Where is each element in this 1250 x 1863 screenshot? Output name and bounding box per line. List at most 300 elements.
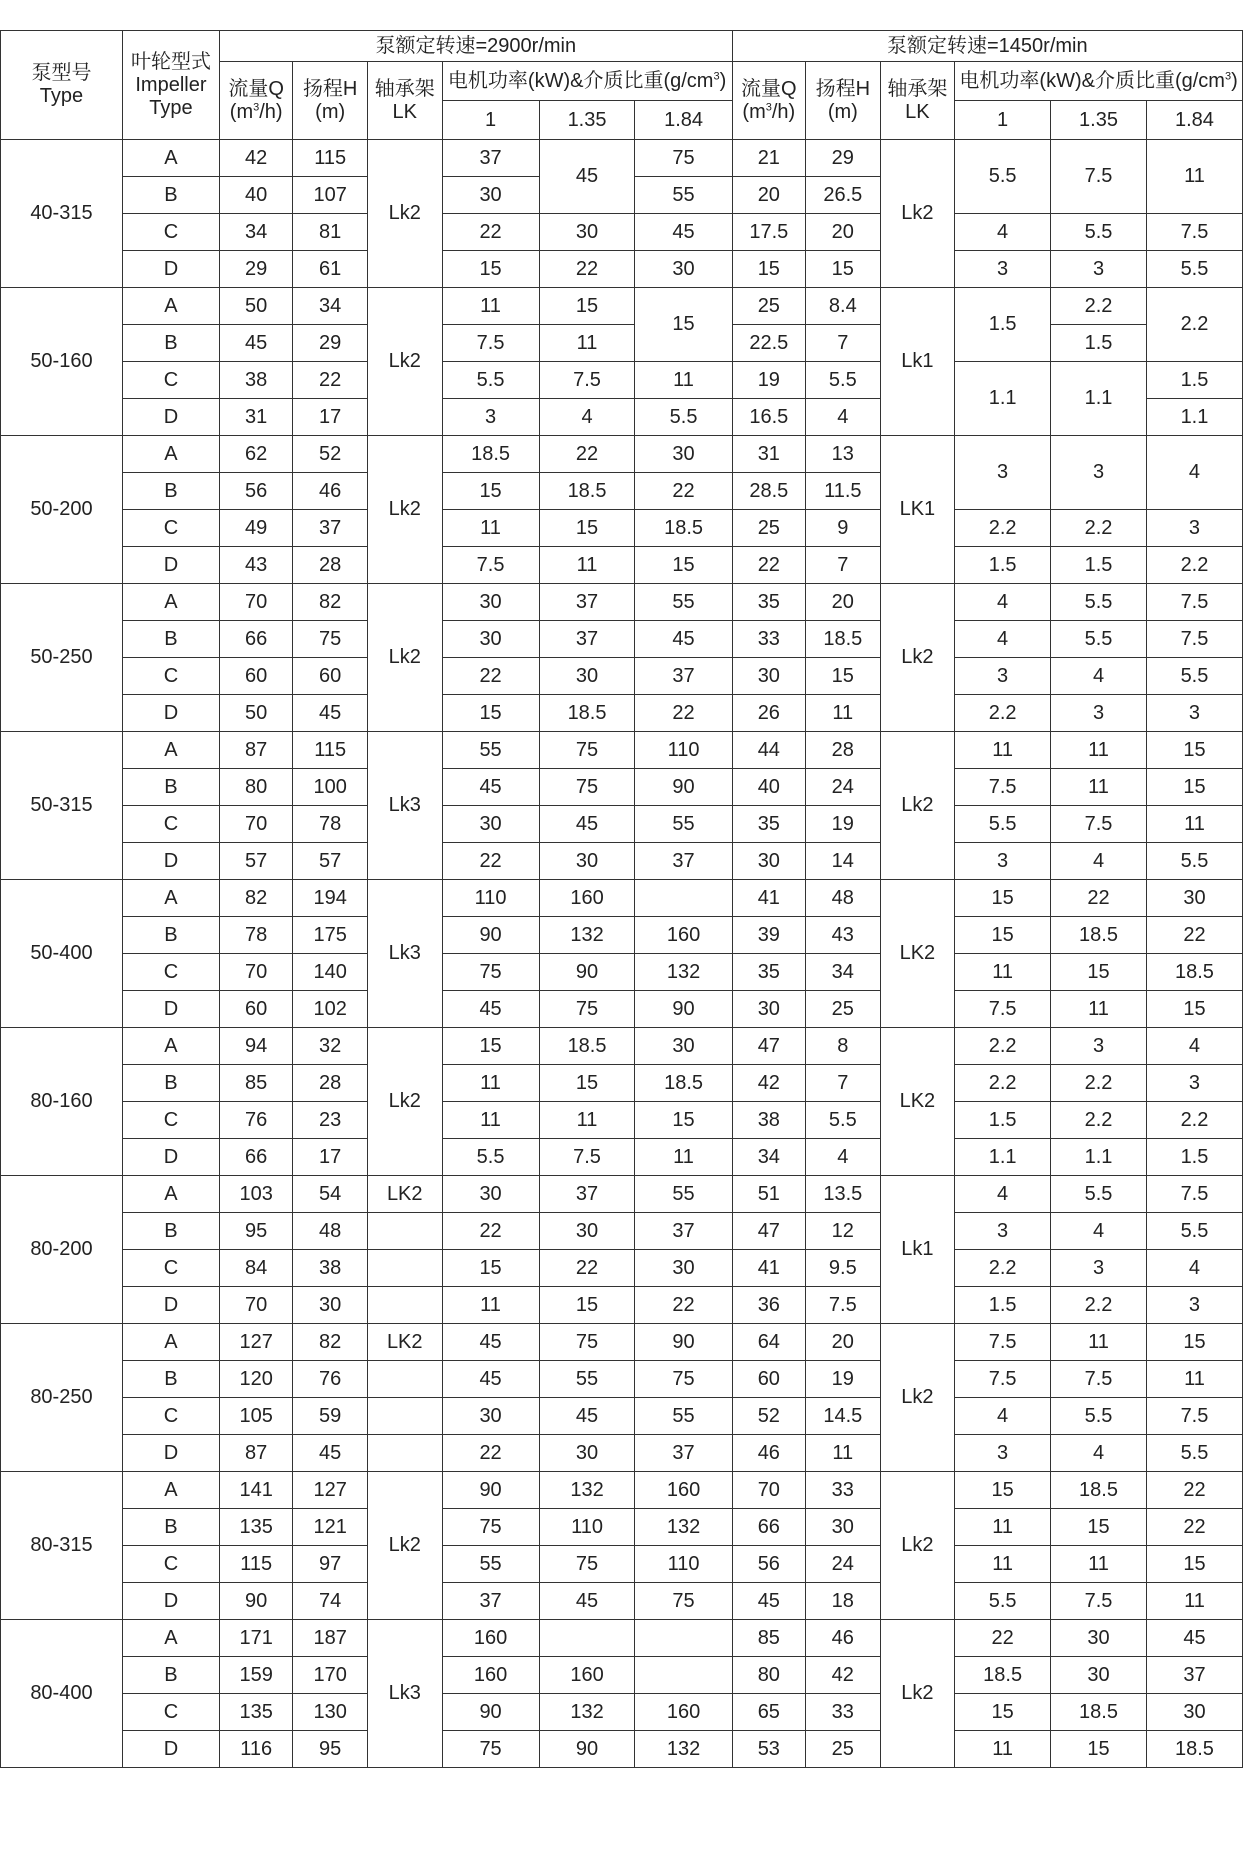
table-row (1, 1694, 1243, 1731)
power-cell: 7.5 (1051, 140, 1147, 214)
power-cell: 110 (635, 1546, 732, 1583)
power-cell: 30 (635, 1028, 732, 1065)
head-cell: 37 (293, 510, 368, 547)
head-cell: 46 (293, 473, 368, 510)
power-cell: 37 (539, 621, 635, 658)
power-cell: 7.5 (539, 362, 635, 399)
head-cell: 34 (293, 288, 368, 325)
flow-cell: 17.5 (732, 214, 805, 251)
power-cell: 7.5 (955, 1361, 1051, 1398)
bearing-cell: Lk2 (367, 1028, 442, 1176)
head-cell: 17 (293, 399, 368, 436)
power-cell: 11 (1146, 1583, 1242, 1620)
power-cell: 15 (442, 251, 539, 288)
power-cell: 15 (539, 1287, 635, 1324)
head-cell: 121 (293, 1509, 368, 1546)
power-cell: 7.5 (539, 1139, 635, 1176)
pump-spec-table (0, 30, 1243, 1768)
head-cell: 32 (293, 1028, 368, 1065)
flow-cell: 105 (219, 1398, 292, 1435)
power-cell: 37 (442, 140, 539, 177)
power-cell: 55 (442, 1546, 539, 1583)
power-cell: 2.2 (1051, 1287, 1147, 1324)
pump-type-cell: 80-315 (1, 1472, 123, 1620)
power-cell: 30 (635, 251, 732, 288)
flow-cell: 85 (219, 1065, 292, 1102)
flow-cell: 40 (732, 769, 805, 806)
table-row (1, 1287, 1243, 1324)
head-cell: 45 (293, 695, 368, 732)
power-cell: 30 (442, 621, 539, 658)
power-cell: 1.5 (1051, 325, 1147, 362)
impeller-cell: C (122, 362, 219, 399)
impeller-cell: C (122, 1102, 219, 1139)
flow-cell: 47 (732, 1213, 805, 1250)
table-row (1, 510, 1243, 547)
impeller-cell: C (122, 510, 219, 547)
flow-cell: 35 (732, 806, 805, 843)
power-cell: 18.5 (1146, 954, 1242, 991)
impeller-cell: D (122, 1583, 219, 1620)
flow-cell: 53 (732, 1731, 805, 1768)
power-cell: 3 (955, 436, 1051, 510)
head-cell: 25 (806, 1731, 881, 1768)
impeller-cell: D (122, 695, 219, 732)
power-cell: 55 (442, 732, 539, 769)
bearing-cell: Lk2 (880, 140, 955, 288)
power-cell: 132 (539, 917, 635, 954)
head-cell: 4 (806, 1139, 881, 1176)
head-cell: 115 (293, 140, 368, 177)
impeller-cell: D (122, 399, 219, 436)
power-cell: 11 (442, 510, 539, 547)
power-header-1450: 电机功率(kW)&介质比重$(g/cm^3)$ (955, 62, 1243, 101)
power-cell: 11 (1051, 1546, 1147, 1583)
power-cell: 55 (635, 177, 732, 214)
power-cell: 75 (442, 1509, 539, 1546)
impeller-cell: D (122, 1287, 219, 1324)
power-cell: 11 (1146, 1361, 1242, 1398)
power-cell: 160 (442, 1620, 539, 1657)
power-cell: 15 (1146, 769, 1242, 806)
bearing-cell: Lk2 (880, 732, 955, 880)
power-cell: 1.5 (955, 547, 1051, 584)
flow-cell: 82 (219, 880, 292, 917)
sg-184-header: 1.84 (635, 101, 732, 140)
flow-cell: 42 (732, 1065, 805, 1102)
flow-cell: 95 (219, 1213, 292, 1250)
bearing-cell: LK2 (880, 880, 955, 1028)
power-cell: 90 (442, 1472, 539, 1509)
head-header-1450: 扬程H (m) (806, 62, 881, 140)
flow-cell: 85 (732, 1620, 805, 1657)
flow-cell: 135 (219, 1694, 292, 1731)
power-cell: 2.2 (1146, 288, 1242, 362)
bearing-cell: Lk1 (880, 1176, 955, 1324)
head-cell: 8 (806, 1028, 881, 1065)
bearing-header-2900: 轴承架 LK (367, 62, 442, 140)
flow-cell: 60 (219, 658, 292, 695)
power-cell: 15 (955, 1472, 1051, 1509)
flow-cell: 38 (219, 362, 292, 399)
head-cell: 18 (806, 1583, 881, 1620)
power-cell: 5.5 (955, 140, 1051, 214)
power-cell: 55 (539, 1361, 635, 1398)
head-cell: 15 (806, 658, 881, 695)
power-cell: 2.2 (955, 1028, 1051, 1065)
power-cell: 11 (1146, 806, 1242, 843)
head-cell: 97 (293, 1546, 368, 1583)
power-cell: 55 (635, 584, 732, 621)
power-cell: 7.5 (442, 325, 539, 362)
bearing-cell: Lk2 (880, 1324, 955, 1472)
table-row (1, 1213, 1243, 1250)
power-cell: 45 (635, 214, 732, 251)
pump-type-cell: 50-250 (1, 584, 123, 732)
power-cell: 132 (539, 1472, 635, 1509)
table-row (1, 584, 1243, 621)
power-cell: 3 (1051, 436, 1147, 510)
head-cell: 20 (806, 214, 881, 251)
speed-2900-header: 泵额定转速=2900r/min (219, 31, 732, 62)
power-cell: 22 (1146, 917, 1242, 954)
power-cell: 15 (1146, 991, 1242, 1028)
power-cell: 45 (442, 1324, 539, 1361)
power-cell: 45 (442, 1361, 539, 1398)
power-cell: 30 (635, 1250, 732, 1287)
flow-cell: 56 (219, 473, 292, 510)
flow-cell: 41 (732, 1250, 805, 1287)
head-cell: 18.5 (806, 621, 881, 658)
power-cell: 55 (635, 806, 732, 843)
power-cell: 1.5 (1146, 1139, 1242, 1176)
impeller-cell: A (122, 436, 219, 473)
power-cell: 45 (635, 621, 732, 658)
power-cell: 1.5 (1051, 547, 1147, 584)
head-cell: 5.5 (806, 1102, 881, 1139)
table-row (1, 251, 1243, 288)
power-cell: 55 (635, 1398, 732, 1435)
head-cell: 13.5 (806, 1176, 881, 1213)
flow-cell: 159 (219, 1657, 292, 1694)
bearing-cell: Lk3 (367, 880, 442, 1028)
power-cell: 132 (539, 1694, 635, 1731)
power-cell: 15 (539, 510, 635, 547)
power-cell: 15 (1051, 1509, 1147, 1546)
power-cell: 11 (442, 1065, 539, 1102)
flow-cell: 30 (732, 843, 805, 880)
head-cell: 9 (806, 510, 881, 547)
table-row (1, 214, 1243, 251)
flow-cell: 50 (219, 695, 292, 732)
power-cell: 30 (539, 1435, 635, 1472)
flow-cell: 60 (732, 1361, 805, 1398)
power-cell: 22 (539, 1250, 635, 1287)
power-cell: 4 (539, 399, 635, 436)
power-cell: 1.1 (1051, 1139, 1147, 1176)
power-cell: 4 (1051, 1435, 1147, 1472)
table-row (1, 1176, 1243, 1213)
power-cell: 11 (442, 1287, 539, 1324)
table-row (1, 1472, 1243, 1509)
table-row (1, 806, 1243, 843)
power-cell: 3 (1051, 695, 1147, 732)
power-cell: 30 (442, 806, 539, 843)
power-cell: 4 (955, 1398, 1051, 1435)
bearing-cell: Lk3 (367, 732, 442, 880)
power-cell: 2.2 (955, 1065, 1051, 1102)
power-cell: 2.2 (1051, 510, 1147, 547)
impeller-cell: A (122, 140, 219, 177)
head-cell: 34 (806, 954, 881, 991)
flow-cell: 66 (732, 1509, 805, 1546)
flow-cell: 76 (219, 1102, 292, 1139)
head-cell: 23 (293, 1102, 368, 1139)
flow-cell: 60 (219, 991, 292, 1028)
head-cell: 52 (293, 436, 368, 473)
head-cell: 7 (806, 325, 881, 362)
head-cell: 187 (293, 1620, 368, 1657)
power-cell: 5.5 (1146, 1213, 1242, 1250)
head-cell: 28 (806, 732, 881, 769)
head-cell: 95 (293, 1731, 368, 1768)
head-cell: 130 (293, 1694, 368, 1731)
power-cell: 22 (1051, 880, 1147, 917)
power-cell: 11 (1051, 769, 1147, 806)
flow-cell: 84 (219, 1250, 292, 1287)
flow-cell: 135 (219, 1509, 292, 1546)
head-cell: 43 (806, 917, 881, 954)
table-row (1, 1102, 1243, 1139)
header-row-1 (1, 31, 1243, 62)
pump-type-header: 泵型号 Type (1, 31, 123, 140)
power-cell: 30 (442, 584, 539, 621)
flow-cell: 87 (219, 1435, 292, 1472)
flow-cell: 34 (732, 1139, 805, 1176)
flow-cell: 46 (732, 1435, 805, 1472)
table-row (1, 880, 1243, 917)
power-cell: 75 (539, 732, 635, 769)
power-cell: 22 (539, 436, 635, 473)
flow-cell: 47 (732, 1028, 805, 1065)
flow-cell: 15 (732, 251, 805, 288)
power-cell: 5.5 (1051, 214, 1147, 251)
power-cell: 22 (442, 1213, 539, 1250)
power-cell: 18.5 (539, 695, 635, 732)
head-cell: 60 (293, 658, 368, 695)
power-cell: 15 (442, 1028, 539, 1065)
power-cell: 22 (955, 1620, 1051, 1657)
power-cell: 1.1 (955, 362, 1051, 436)
power-cell: 3 (955, 843, 1051, 880)
power-cell: 22 (442, 843, 539, 880)
impeller-cell: B (122, 621, 219, 658)
power-cell: 7.5 (955, 991, 1051, 1028)
head-cell: 12 (806, 1213, 881, 1250)
power-cell: 5.5 (955, 806, 1051, 843)
head-cell: 7.5 (806, 1287, 881, 1324)
head-cell: 24 (806, 1546, 881, 1583)
bearing-cell (367, 1287, 442, 1324)
bearing-cell (367, 1250, 442, 1287)
power-cell: 5.5 (635, 399, 732, 436)
power-cell: 18.5 (442, 436, 539, 473)
power-cell: 11 (1051, 1324, 1147, 1361)
head-cell: 26.5 (806, 177, 881, 214)
power-cell: 11 (442, 1102, 539, 1139)
power-cell: 75 (539, 1324, 635, 1361)
power-cell: 18.5 (635, 1065, 732, 1102)
power-cell: 90 (635, 769, 732, 806)
head-cell: 7 (806, 547, 881, 584)
power-cell: 5.5 (1051, 1176, 1147, 1213)
power-cell: 3 (1146, 1287, 1242, 1324)
bearing-cell: LK2 (367, 1324, 442, 1361)
power-cell (635, 1620, 732, 1657)
power-cell: 37 (539, 584, 635, 621)
pump-type-cell: 80-400 (1, 1620, 123, 1768)
power-cell: 11 (1146, 140, 1242, 214)
power-cell: 15 (635, 547, 732, 584)
impeller-cell: C (122, 214, 219, 251)
bearing-cell: LK2 (880, 1028, 955, 1176)
power-cell (635, 1657, 732, 1694)
head-cell: 175 (293, 917, 368, 954)
flow-cell: 42 (219, 140, 292, 177)
table-row (1, 917, 1243, 954)
impeller-cell: A (122, 732, 219, 769)
head-cell: 46 (806, 1620, 881, 1657)
power-cell: 4 (955, 214, 1051, 251)
flow-cell: 21 (732, 140, 805, 177)
power-cell: 160 (539, 1657, 635, 1694)
head-cell: 78 (293, 806, 368, 843)
power-cell: 7.5 (1146, 1398, 1242, 1435)
table-row (1, 436, 1243, 473)
head-cell: 33 (806, 1472, 881, 1509)
head-cell: 33 (806, 1694, 881, 1731)
table-row (1, 1731, 1243, 1768)
flow-cell: 66 (219, 1139, 292, 1176)
power-cell: 15 (1146, 732, 1242, 769)
table-row (1, 1657, 1243, 1694)
bearing-cell: Lk2 (367, 1472, 442, 1620)
head-cell: 48 (806, 880, 881, 917)
flow-cell: 31 (732, 436, 805, 473)
power-cell: 5.5 (1146, 658, 1242, 695)
flow-cell: 65 (732, 1694, 805, 1731)
flow-cell: 40 (219, 177, 292, 214)
power-cell: 30 (539, 1213, 635, 1250)
power-cell: 11 (955, 954, 1051, 991)
power-cell: 15 (1051, 1731, 1147, 1768)
power-cell: 22 (635, 1287, 732, 1324)
power-cell: 45 (539, 140, 635, 214)
power-header-2900: 电机功率(kW)&介质比重$(g/cm^3)$ (442, 62, 732, 101)
power-cell: 30 (1146, 1694, 1242, 1731)
power-cell: 7.5 (1146, 584, 1242, 621)
head-cell: 11.5 (806, 473, 881, 510)
head-cell: 20 (806, 1324, 881, 1361)
head-cell: 82 (293, 584, 368, 621)
power-cell: 75 (635, 1361, 732, 1398)
power-cell: 18.5 (1051, 1694, 1147, 1731)
power-cell: 4 (1051, 658, 1147, 695)
power-cell: 11 (955, 1731, 1051, 1768)
head-cell: 30 (293, 1287, 368, 1324)
flow-cell: 127 (219, 1324, 292, 1361)
power-cell: 90 (442, 917, 539, 954)
impeller-cell: D (122, 1139, 219, 1176)
power-cell: 7.5 (1146, 1176, 1242, 1213)
power-cell: 5.5 (1146, 1435, 1242, 1472)
power-cell: 15 (539, 1065, 635, 1102)
power-cell: 30 (539, 658, 635, 695)
head-cell: 25 (806, 991, 881, 1028)
flow-header-2900: 流量Q $(m^3/h)$ (219, 62, 292, 140)
bearing-cell (367, 1213, 442, 1250)
flow-cell: 62 (219, 436, 292, 473)
power-cell: 3 (1146, 695, 1242, 732)
power-cell: 1.1 (1146, 399, 1242, 436)
flow-cell: 39 (732, 917, 805, 954)
impeller-cell: A (122, 584, 219, 621)
power-cell: 160 (635, 1694, 732, 1731)
impeller-cell: B (122, 1065, 219, 1102)
power-cell: 22 (1146, 1509, 1242, 1546)
power-cell: 110 (635, 732, 732, 769)
power-cell: 132 (635, 1731, 732, 1768)
power-cell: 15 (1146, 1546, 1242, 1583)
power-cell: 132 (635, 1509, 732, 1546)
power-cell: 4 (955, 584, 1051, 621)
bearing-cell (367, 1435, 442, 1472)
flow-cell: 35 (732, 954, 805, 991)
power-cell: 1.1 (1051, 362, 1147, 436)
table-row (1, 547, 1243, 584)
power-cell: 7.5 (955, 1324, 1051, 1361)
head-cell: 11 (806, 1435, 881, 1472)
power-cell: 110 (442, 880, 539, 917)
flow-cell: 50 (219, 288, 292, 325)
impeller-cell: C (122, 806, 219, 843)
power-cell: 15 (955, 880, 1051, 917)
head-cell: 20 (806, 584, 881, 621)
power-cell: 11 (539, 547, 635, 584)
impeller-cell: A (122, 1620, 219, 1657)
head-cell: 57 (293, 843, 368, 880)
power-cell: 45 (539, 806, 635, 843)
power-cell: 30 (1051, 1657, 1147, 1694)
head-cell: 14 (806, 843, 881, 880)
head-cell: 81 (293, 214, 368, 251)
power-cell: 15 (539, 288, 635, 325)
flow-cell: 70 (219, 954, 292, 991)
table-row (1, 362, 1243, 399)
impeller-cell: A (122, 1324, 219, 1361)
power-cell: 15 (635, 288, 732, 362)
flow-cell: 19 (732, 362, 805, 399)
power-cell: 2.2 (955, 1250, 1051, 1287)
flow-cell: 70 (732, 1472, 805, 1509)
head-cell: 17 (293, 1139, 368, 1176)
flow-cell: 103 (219, 1176, 292, 1213)
power-cell: 15 (955, 917, 1051, 954)
pump-type-cell: 50-400 (1, 880, 123, 1028)
power-cell (539, 1620, 635, 1657)
head-cell: 127 (293, 1472, 368, 1509)
head-cell: 194 (293, 880, 368, 917)
